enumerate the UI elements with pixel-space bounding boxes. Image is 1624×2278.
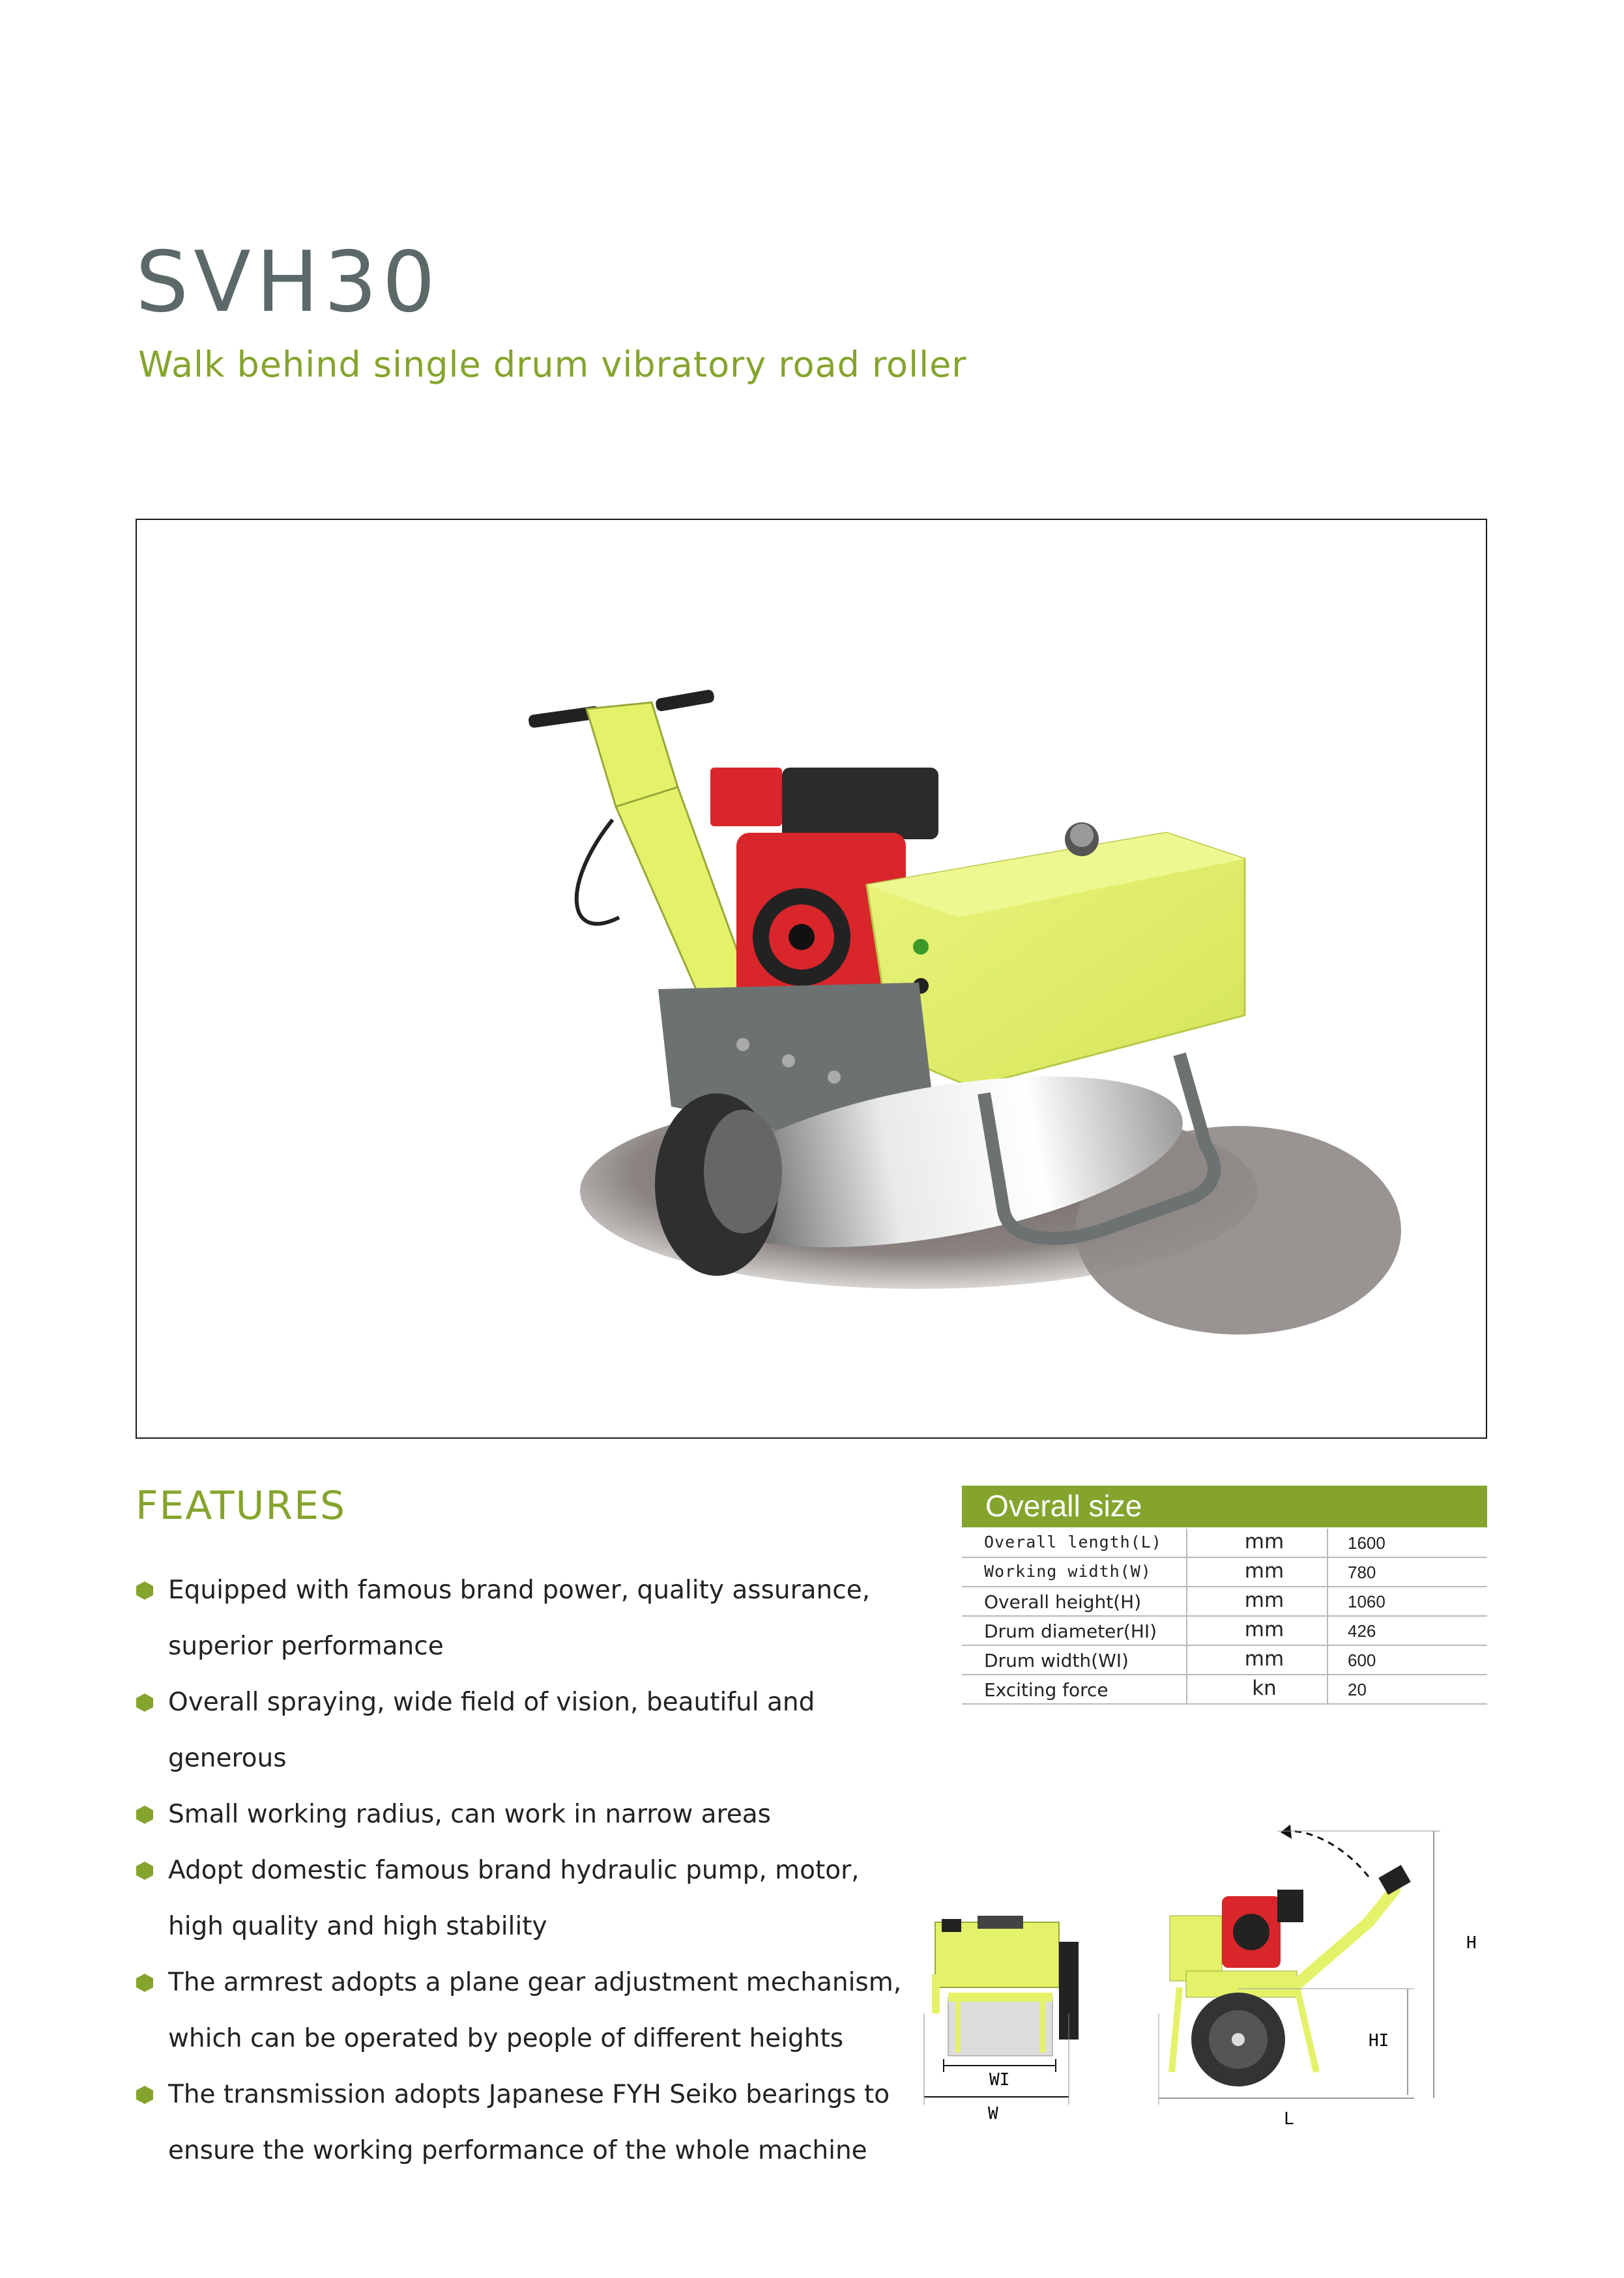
features-heading: FEATURES xyxy=(136,1483,347,1529)
feature-item xyxy=(136,1787,885,1843)
feature-text: Small working radius, can work in narrow areas xyxy=(168,1800,771,1829)
spec-value: 780 xyxy=(1348,1563,1376,1582)
feature-text: Equipped with famous brand power, quality assurance, xyxy=(168,1576,871,1605)
feature-text: Adopt domestic famous brand hydraulic pump, motor, xyxy=(168,1856,860,1885)
feature-text: Overall spraying, wide field of vision, beautiful and xyxy=(168,1688,815,1717)
spec-name: Drum width(WI) xyxy=(984,1650,1129,1671)
features-list xyxy=(136,1563,902,2179)
spec-name: Overall height(H) xyxy=(984,1591,1142,1613)
spec-row xyxy=(962,1529,1487,1558)
handle-swing-arrow xyxy=(1290,1831,1369,1877)
hexagon-bullet-icon xyxy=(136,1805,154,1824)
spec-value: 426 xyxy=(1348,1621,1376,1641)
spec-unit: mm xyxy=(1244,1647,1284,1671)
feature-text: generous xyxy=(168,1744,287,1773)
model-subtitle: Walk behind single drum vibratory road roller xyxy=(138,344,967,385)
front-view-machine xyxy=(932,1916,1079,2056)
hexagon-bullet-icon xyxy=(136,1581,154,1600)
spec-value: 1060 xyxy=(1348,1592,1385,1611)
spec-table-title: Overall size xyxy=(985,1489,1142,1523)
feature-text: superior performance xyxy=(168,1632,444,1661)
hexagon-bullet-icon xyxy=(136,1973,154,1993)
w-dimension-label: W xyxy=(988,2104,998,2124)
wi-dimension-label: WI xyxy=(989,2070,1010,2090)
spec-name: Overall length(L) xyxy=(984,1533,1162,1551)
spec-row xyxy=(962,1675,1487,1705)
spec-unit: mm xyxy=(1244,1589,1284,1612)
spec-unit: kn xyxy=(1252,1677,1277,1700)
hexagon-bullet-icon xyxy=(136,1861,154,1881)
spec-value: 600 xyxy=(1348,1651,1376,1670)
spec-row xyxy=(962,1558,1487,1587)
feature-item xyxy=(136,1563,885,1675)
spec-name: Drum diameter(HI) xyxy=(984,1621,1157,1642)
feature-text: The armrest adopts a plane gear adjustment mechanism, xyxy=(168,1968,902,1997)
spec-value: 1600 xyxy=(1348,1533,1385,1553)
hexagon-bullet-icon xyxy=(136,2085,154,2105)
spec-row xyxy=(962,1617,1487,1646)
feature-text: which can be operated by people of different heights xyxy=(168,2024,844,2053)
spec-row xyxy=(962,1646,1487,1675)
feature-text: The transmission adopts Japanese FYH Seiko bearings to xyxy=(168,2080,890,2109)
feature-item xyxy=(136,1843,885,1955)
spec-unit: mm xyxy=(1244,1530,1284,1553)
h-dimension-label: H xyxy=(1466,1933,1477,1953)
side-view-machine xyxy=(1170,1865,1411,2086)
spec-value: 20 xyxy=(1348,1680,1367,1699)
feature-item xyxy=(136,1675,885,1787)
hi-dimension-label: HI xyxy=(1369,2031,1389,2051)
feature-text: ensure the working performance of the whole machine xyxy=(168,2136,867,2165)
hexagon-bullet-icon xyxy=(136,1693,154,1712)
dimension-diagram xyxy=(912,1818,1499,2183)
hero-image-frame xyxy=(136,519,1487,1439)
spec-name: Exciting force xyxy=(984,1679,1109,1701)
road-roller-illustration xyxy=(137,520,1486,1437)
spec-unit: mm xyxy=(1244,1559,1284,1583)
spec-name: Working width(W) xyxy=(984,1562,1152,1581)
l-dimension-label: L xyxy=(1284,2109,1294,2129)
model-title: SVH30 xyxy=(136,234,441,331)
feature-text: high quality and high stability xyxy=(168,1912,547,1941)
spec-unit: mm xyxy=(1244,1618,1284,1641)
spec-row xyxy=(962,1587,1487,1617)
feature-item xyxy=(136,1955,902,2067)
feature-item xyxy=(136,2067,890,2179)
